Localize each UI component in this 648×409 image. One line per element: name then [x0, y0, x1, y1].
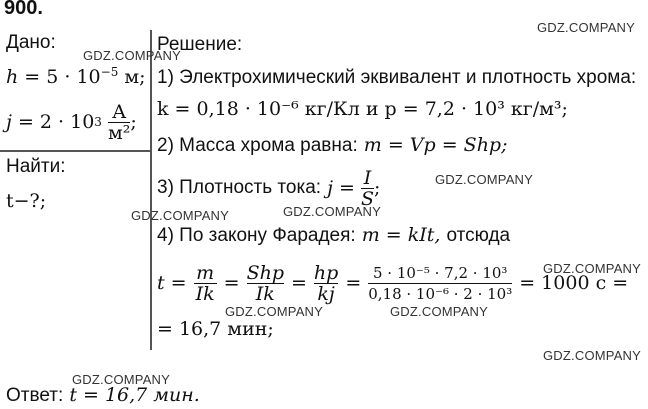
answer: Ответ: t = 16,7 мин. — [6, 384, 200, 406]
given-divider-vertical — [150, 30, 152, 350]
given-heading: Дано: — [6, 32, 56, 53]
current-density-fraction: $\frac{I}{S}$ — [361, 166, 375, 210]
watermark: GDZ.COMPANY — [131, 208, 230, 223]
watermark: GDZ.COMPANY — [283, 204, 382, 219]
step3: 3) Плотность тока: j = $\frac{I}{S}$ ; — [157, 166, 381, 210]
step2: 2) Масса хрома равна: m = Vp = Shp; — [157, 134, 508, 156]
j-unit-fraction: $\frac{А}{\text{м²}}$ — [107, 100, 131, 144]
problem-number: 900. — [4, 0, 43, 19]
solution-heading: Решение: — [157, 34, 243, 55]
watermark: GDZ.COMPANY — [543, 261, 642, 276]
find-item: t−?; — [6, 190, 47, 212]
watermark: GDZ.COMPANY — [390, 304, 489, 319]
watermark: GDZ.COMPANY — [435, 172, 534, 187]
find-heading: Найти: — [6, 156, 66, 177]
watermark: GDZ.COMPANY — [543, 348, 642, 363]
fraction-hp-over-kj: $\frac{hp}{kj}$ — [313, 261, 339, 305]
step4: 4) По закону Фарадея: m = kIt, отсюда — [157, 224, 511, 246]
step1-formula: k = 0,18 · 10⁻⁶ кг/Кл и p = 7,2 · 10³ кг/м³; — [157, 98, 568, 120]
given-h: $h = 5 \cdot 10^{-5}$ м; — [6, 65, 146, 88]
watermark: GDZ.COMPANY — [537, 20, 636, 35]
calculation-result: = 16,7 мин; — [157, 318, 274, 340]
given-divider-horizontal — [0, 150, 151, 152]
fraction-shp-over-ik: $\frac{\text{Shp}}{Ik}$ — [246, 261, 284, 305]
fraction-m-over-ik: $\frac{m}{Ik}$ — [195, 261, 215, 305]
watermark: GDZ.COMPANY — [83, 48, 182, 63]
step1-text: 1) Электрохимический эквивалент и плотность хрома: — [157, 67, 637, 88]
calculation-line: t = $\frac{m}{Ik}$ = $\frac{\text{Shp}}{Ik}$ = $\frac{hp}{kj}$ = $\frac{\text{5 · 10⁻⁵ · 7,2 · 10³}}{\text{0,18 · 10⁻⁶ · 2 · 10³}}$ = 1000 с = — [157, 261, 629, 305]
given-j: j = 2 · 10 3 $\frac{А}{\text{м²}}$ ; — [6, 100, 137, 144]
fraction-numeric: $\frac{\text{5 · 10⁻⁵ · 7,2 · 10³}}{\text{0,18 · 10⁻⁶ · 2 · 10³}}$ — [368, 263, 513, 303]
watermark: GDZ.COMPANY — [225, 304, 324, 319]
watermark: GDZ.COMPANY — [72, 372, 171, 387]
